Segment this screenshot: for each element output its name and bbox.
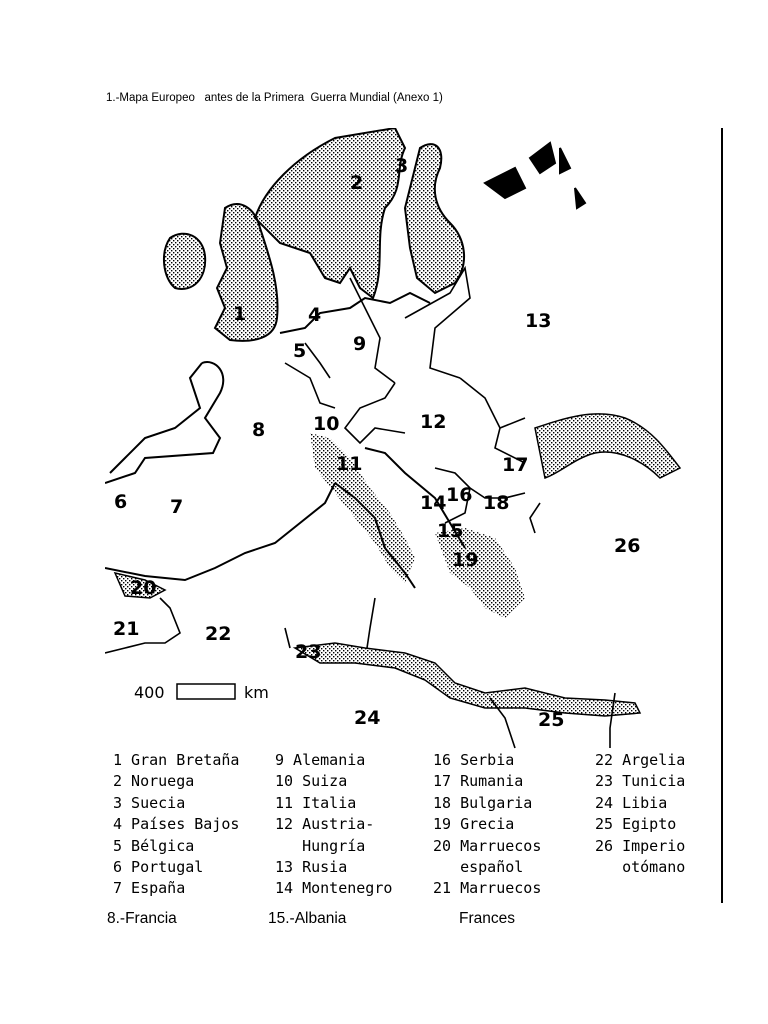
scale-bar	[177, 684, 235, 699]
region-label-20: 20	[130, 577, 157, 599]
coast-black-sea	[535, 414, 680, 478]
legend-column-4	[595, 750, 685, 878]
legend-column-3	[433, 750, 541, 900]
coast-baltic	[405, 144, 464, 293]
legend-item: 4 Países Bajos	[113, 815, 240, 834]
legend-item: 6 Portugal	[113, 858, 204, 877]
legend-item: 7 España	[113, 879, 186, 898]
region-label-19: 19	[452, 549, 479, 571]
legend-item: 14 Montenegro	[275, 879, 393, 898]
region-label-15: 15	[437, 520, 464, 542]
region-label-12: 12	[420, 411, 447, 433]
legend-item: 21 Marruecos	[433, 879, 542, 898]
footer-item-frances: Frances	[459, 910, 515, 927]
legend-item: 18 Bulgaria	[433, 793, 533, 812]
region-label-8: 8	[252, 419, 266, 441]
region-label-10: 10	[313, 413, 340, 435]
region-label-18: 18	[483, 492, 510, 514]
legend-item: 9 Alemania	[275, 751, 366, 769]
region-label-11: 11	[336, 453, 363, 475]
legend-item: 26 Imperio	[595, 836, 686, 855]
legend-item: 12 Austria-	[275, 815, 375, 834]
legend-item: 5 Bélgica	[113, 836, 195, 855]
region-label-1: 1	[233, 303, 247, 325]
coast-mainland	[105, 293, 465, 588]
region-label-4: 4	[308, 304, 322, 326]
legend-column-1	[113, 750, 239, 900]
legend-item: 20 Marruecos	[433, 836, 542, 855]
footer-item-albania: 15.-Albania	[268, 910, 347, 927]
region-label-13: 13	[525, 310, 552, 332]
region-label-3: 3	[395, 155, 409, 177]
legend-item: 2 Noruega	[113, 772, 195, 791]
legend-item: 22 Argelia	[595, 751, 686, 769]
coast-north-africa	[295, 643, 640, 716]
region-label-7: 7	[170, 496, 184, 518]
coast-ireland	[164, 234, 205, 289]
legend-item: 3 Suecia	[113, 793, 186, 812]
region-label-16: 16	[446, 484, 473, 506]
region-label-25: 25	[538, 709, 565, 731]
coast-scandinavia	[255, 128, 405, 298]
document-title: 1.-Mapa Europeo antes de la Primera Guerra Mundial (Anexo 1)	[106, 92, 443, 104]
legend-item: 11 Italia	[275, 793, 357, 812]
scale-unit: km	[244, 683, 269, 702]
region-label-23: 23	[295, 641, 322, 663]
region-label-17: 17	[502, 454, 529, 476]
coast-north-islands	[485, 143, 585, 208]
region-label-9: 9	[353, 333, 367, 355]
legend-item: 10 Suiza	[275, 772, 348, 791]
legend-item: 23 Tunicia	[595, 772, 686, 791]
legend-item: 13 Rusia	[275, 858, 348, 877]
legend-item: otómano	[595, 858, 686, 877]
legend-column-2	[275, 750, 392, 900]
legend-item: 19 Grecia	[433, 815, 515, 834]
region-label-21: 21	[113, 618, 140, 640]
coast-italy	[310, 433, 415, 583]
legend-item: 17 Rumania	[433, 772, 524, 791]
region-label-24: 24	[354, 707, 381, 729]
region-label-22: 22	[205, 623, 232, 645]
legend-item: 25 Egipto	[595, 815, 677, 834]
region-label-5: 5	[293, 340, 307, 362]
legend-item: 1 Gran Bretaña	[113, 751, 240, 769]
legend-item: español	[433, 858, 524, 877]
footer-item-francia: 8.-Francia	[107, 910, 177, 927]
legend-item: 16 Serbia	[433, 751, 515, 769]
legend-item: 24 Libia	[595, 793, 668, 812]
legend-item: Hungría	[275, 836, 366, 855]
region-label-6: 6	[114, 491, 128, 513]
region-label-14: 14	[420, 492, 447, 514]
region-label-2: 2	[350, 172, 364, 194]
region-label-26: 26	[614, 535, 641, 557]
scale-value: 400	[134, 683, 165, 702]
